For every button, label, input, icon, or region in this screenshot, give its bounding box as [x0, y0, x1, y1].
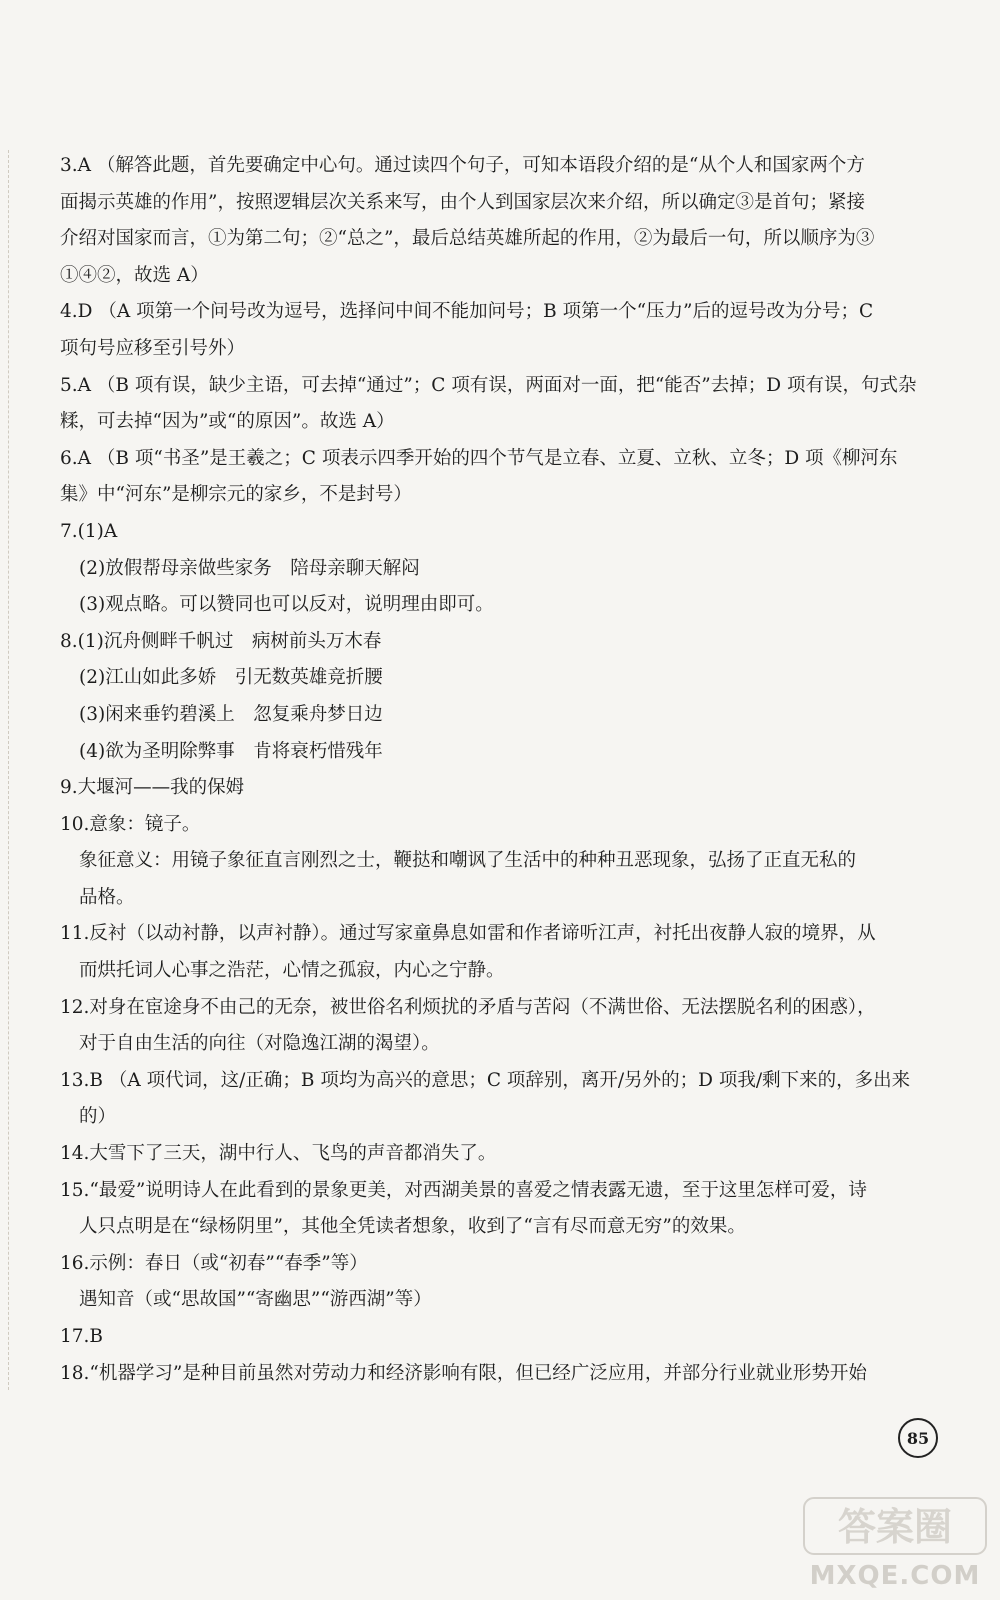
text-line: (3)闲来垂钓碧溪上 忽复乘舟梦日边 — [79, 703, 383, 725]
text-line: 9.大堰河——我的保姆 — [60, 777, 245, 799]
text-line: 项句号应移至引号外） — [60, 337, 246, 359]
text-line: 的） — [79, 1106, 117, 1128]
text-line: 6.A （B 项“书圣”是王羲之；C 项表示四季开始的四个节气是立春、立夏、立秋、立冬；D 项《柳河东 — [60, 447, 898, 469]
text-line: ①④②，故选 A） — [60, 264, 209, 286]
text-line: 而烘托词人心事之浩茫，心情之孤寂，内心之宁静。 — [79, 960, 505, 982]
page-number-badge — [898, 1418, 938, 1458]
text-line: (3)观点略。可以赞同也可以反对，说明理由即可。 — [79, 594, 494, 616]
text-line: 3.A （解答此题，首先要确定中心句。通过读四个句子，可知本语段介绍的是“从个人和国家两个方 — [60, 155, 865, 176]
text-line: 15.“最爱”说明诗人在此看到的景象更美，对西湖美景的喜爱之情表露无遗，至于这里怎样可爱，诗 — [60, 1179, 867, 1201]
text-line: 18.“机器学习”是种目前虽然对劳动力和经济影响有限，但已经广泛应用，并部分行业就业形势开始 — [60, 1362, 867, 1384]
text-line: 13.B （A 项代词，这/正确；B 项均为高兴的意思；C 项辞别，离开/另外的；D 项我/剩下来的，多出来 — [60, 1069, 911, 1091]
text-line: 5.A （B 项有误，缺少主语，可去掉“通过”；C 项有误，两面对一面，把“能否”去掉；D 项有误，句式杂 — [60, 374, 917, 396]
text-line: 对于自由生活的向往（对隐逸江湖的渴望）。 — [79, 1033, 440, 1055]
text-line: 8.(1)沉舟侧畔千帆过 病树前头万木春 — [60, 630, 382, 652]
text-line: (2)江山如此多娇 引无数英雄竞折腰 — [79, 667, 383, 689]
text-line: 面揭示英雄的作用”，按照逻辑层次关系来写，由个人到国家层次来介绍，所以确定③是首句；紧接 — [60, 191, 865, 213]
text-line: 16.示例：春日（或“初春”“春季”等） — [60, 1252, 368, 1274]
text-line: 4.D （A 项第一个问号改为逗号，选择问中间不能加问号；B 项第一个“压力”后的逗号改为分号；C — [60, 301, 874, 323]
binding-margin-rule — [8, 150, 9, 1390]
text-line: 12.对身在宦途身不由己的无奈，被世俗名利烦扰的矛盾与苦闷（不满世俗、无法摆脱名利的困惑）， — [60, 996, 876, 1018]
text-line: 14.大雪下了三天，湖中行人、飞鸟的声音都消失了。 — [60, 1143, 497, 1165]
text-line: 介绍对国家而言，①为第二句；②“总之”，最后总结英雄所起的作用，②为最后一句，所以顺序为③ — [60, 228, 875, 250]
watermark-logo — [800, 1492, 990, 1592]
text-line: 7.(1)A — [60, 520, 118, 542]
watermark-text-top: 答案圈 — [837, 1505, 953, 1549]
text-line: 人只点明是在“绿杨阴里”，其他全凭读者想象，收到了“言有尽而意无穷”的效果。 — [79, 1216, 746, 1238]
answer-text-body — [60, 148, 940, 1392]
text-line: (2)放假帮母亲做些家务 陪母亲聊天解闷 — [79, 557, 420, 579]
text-line: 遇知音（或“思故国”“寄幽思”“游西湖”等） — [79, 1289, 432, 1311]
text-line: 品格。 — [79, 886, 135, 908]
text-line: 象征意义：用镜子象征直言刚烈之士，鞭挞和嘲讽了生活中的种种丑恶现象，弘扬了正直无私的 — [79, 850, 857, 872]
page-number: 85 — [906, 1428, 930, 1448]
text-line: 11.反衬（以动衬静，以声衬静）。通过写家童鼻息如雷和作者谛听江声，衬托出夜静人寂的境界，从 — [60, 923, 876, 945]
text-line: 10.意象：镜子。 — [60, 813, 201, 835]
text-line: 糅，可去掉“因为”或“的原因”。故选 A） — [60, 411, 395, 433]
text-line: 集》中“河东”是柳宗元的家乡，不是封号） — [60, 484, 412, 506]
watermark-text-bottom: MXQE.COM — [809, 1561, 981, 1591]
text-line: 17.B — [60, 1326, 104, 1347]
text-line: (4)欲为圣明除弊事 肯将衰朽惜残年 — [79, 740, 383, 762]
